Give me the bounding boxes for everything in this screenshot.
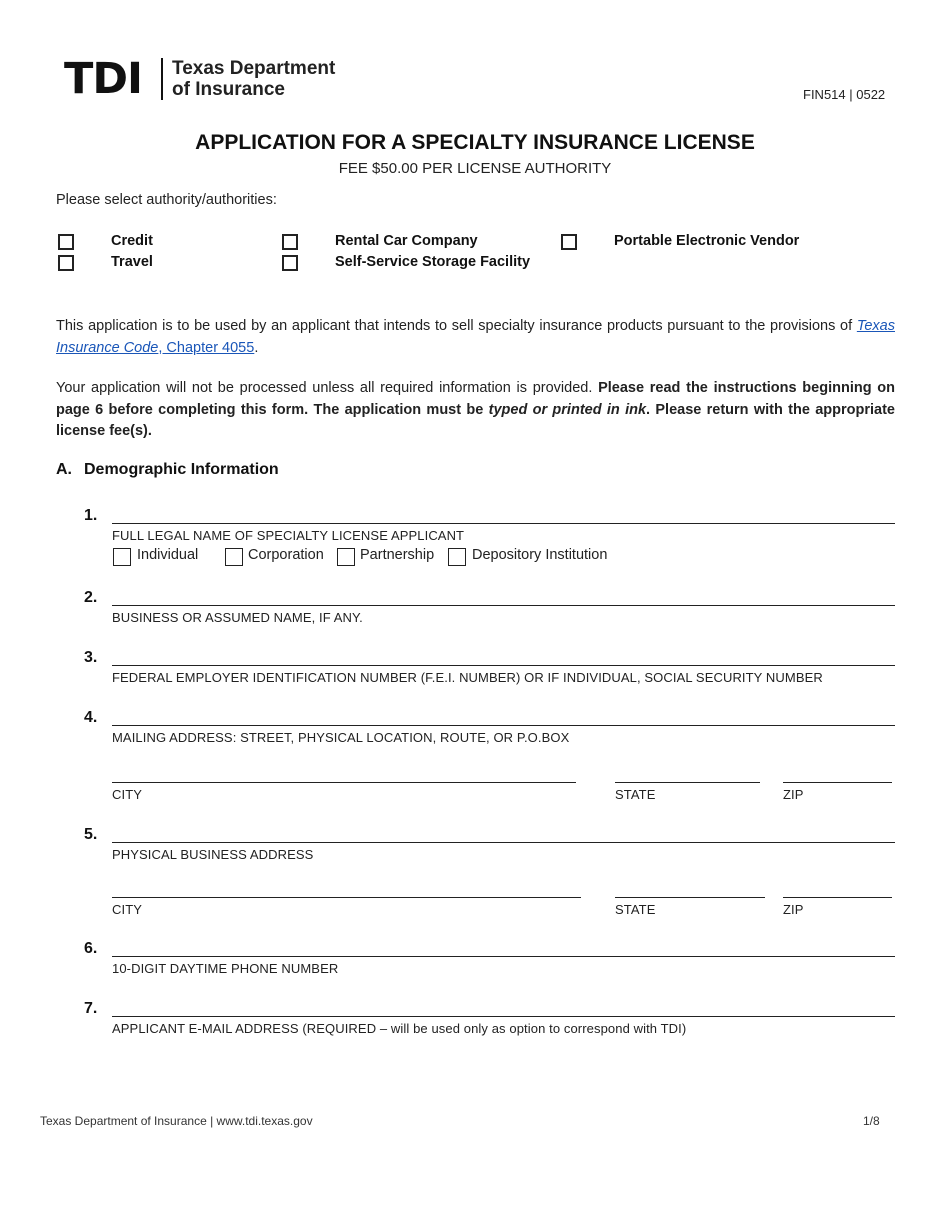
physical-address-caption: PHYSICAL BUSINESS ADDRESS — [112, 847, 314, 862]
logo-line-1: Texas Department — [172, 58, 336, 79]
email-caption: APPLICANT E-MAIL ADDRESS (REQUIRED – will be used only as option to correspond with TDI) — [112, 1021, 687, 1036]
label-depository-institution: Depository Institution — [472, 547, 608, 563]
footer-agency: Texas Department of Insurance | www.tdi.texas.gov — [40, 1114, 313, 1128]
field-4-number: 4. — [84, 709, 98, 726]
authority-label-travel: Travel — [111, 254, 153, 270]
physical-city-input-line[interactable] — [112, 897, 581, 898]
section-a-heading: A. Demographic Information — [56, 461, 279, 478]
authority-label-self-storage: Self-Service Storage Facility — [335, 254, 531, 270]
form-code: FIN514 | 0522 — [803, 87, 886, 102]
mailing-city-caption: CITY — [112, 787, 143, 802]
checkbox-depository-institution[interactable] — [448, 548, 466, 566]
field-7-number: 7. — [84, 1000, 98, 1017]
tdi-logo-mark: TDI — [64, 54, 143, 104]
notice-paragraph: Your application will not be processed unless all required information is provided. Please read the instructions beginning on page 6 before completing this form. The application must be typed or printed in ink. Please return with the appropriate license fee(s). — [56, 380, 895, 439]
authority-label-credit: Credit — [111, 233, 153, 249]
page-title: APPLICATION FOR A SPECIALTY INSURANCE LICENSE — [195, 131, 755, 154]
physical-state-input-line[interactable] — [615, 897, 765, 898]
tic-chapter-4055-link[interactable]: Texas Insurance Code, Chapter 4055 — [56, 318, 895, 356]
checkbox-self-storage[interactable] — [282, 255, 298, 271]
logo-line-2: of Insurance — [172, 79, 285, 100]
checkbox-rental-car[interactable] — [282, 234, 298, 250]
physical-city-caption: CITY — [112, 902, 143, 917]
phone-input-line[interactable] — [112, 956, 895, 957]
checkbox-travel[interactable] — [58, 255, 74, 271]
mailing-state-input-line[interactable] — [615, 782, 760, 783]
logo-divider — [161, 58, 163, 100]
legal-name-input-line[interactable] — [112, 523, 895, 524]
email-input-line[interactable] — [112, 1016, 895, 1017]
mailing-city-input-line[interactable] — [112, 782, 576, 783]
field-6-number: 6. — [84, 940, 98, 957]
physical-zip-input-line[interactable] — [783, 897, 892, 898]
fein-ssn-caption: FEDERAL EMPLOYER IDENTIFICATION NUMBER (F.E.I. NUMBER) OR IF INDIVIDUAL, SOCIAL SECURITY NUMBER — [112, 670, 823, 685]
mailing-state-caption: STATE — [615, 787, 656, 802]
checkbox-partnership[interactable] — [337, 548, 355, 566]
mailing-zip-input-line[interactable] — [783, 782, 892, 783]
physical-address-input-line[interactable] — [112, 842, 895, 843]
authority-label-rental-car: Rental Car Company — [335, 233, 478, 249]
label-corporation: Corporation — [248, 547, 324, 563]
business-name-caption: BUSINESS OR ASSUMED NAME, IF ANY. — [112, 610, 363, 625]
intro-paragraph: This application is to be used by an applicant that intends to sell specialty insurance products pursuant to the provisions of Texas Insurance Code, Chapter 4055. — [56, 318, 895, 356]
field-5-number: 5. — [84, 826, 98, 843]
tdi-logo-text — [172, 58, 335, 100]
authority-label-portable-electronic: Portable Electronic Vendor — [614, 233, 800, 249]
label-individual: Individual — [137, 547, 199, 563]
mailing-address-caption: MAILING ADDRESS: STREET, PHYSICAL LOCATION, ROUTE, OR P.O.BOX — [112, 730, 570, 745]
checkbox-corporation[interactable] — [225, 548, 243, 566]
field-1-number: 1. — [84, 507, 98, 524]
field-3-number: 3. — [84, 649, 98, 666]
mailing-address-input-line[interactable] — [112, 725, 895, 726]
checkbox-individual[interactable] — [113, 548, 131, 566]
fein-ssn-input-line[interactable] — [112, 665, 895, 666]
mailing-zip-caption: ZIP — [783, 787, 804, 802]
authority-prompt: Please select authority/authorities: — [56, 192, 277, 208]
physical-zip-caption: ZIP — [783, 902, 804, 917]
phone-caption: 10-DIGIT DAYTIME PHONE NUMBER — [112, 961, 339, 976]
field-2-number: 2. — [84, 589, 98, 606]
checkbox-portable-electronic[interactable] — [561, 234, 577, 250]
business-name-input-line[interactable] — [112, 605, 895, 606]
label-partnership: Partnership — [360, 547, 435, 563]
legal-name-caption: FULL LEGAL NAME OF SPECIALTY LICENSE APPLICANT — [112, 528, 465, 543]
page-number: 1/8 — [863, 1114, 880, 1128]
physical-state-caption: STATE — [615, 902, 656, 917]
page-subtitle: FEE $50.00 PER LICENSE AUTHORITY — [338, 160, 612, 177]
checkbox-credit[interactable] — [58, 234, 74, 250]
